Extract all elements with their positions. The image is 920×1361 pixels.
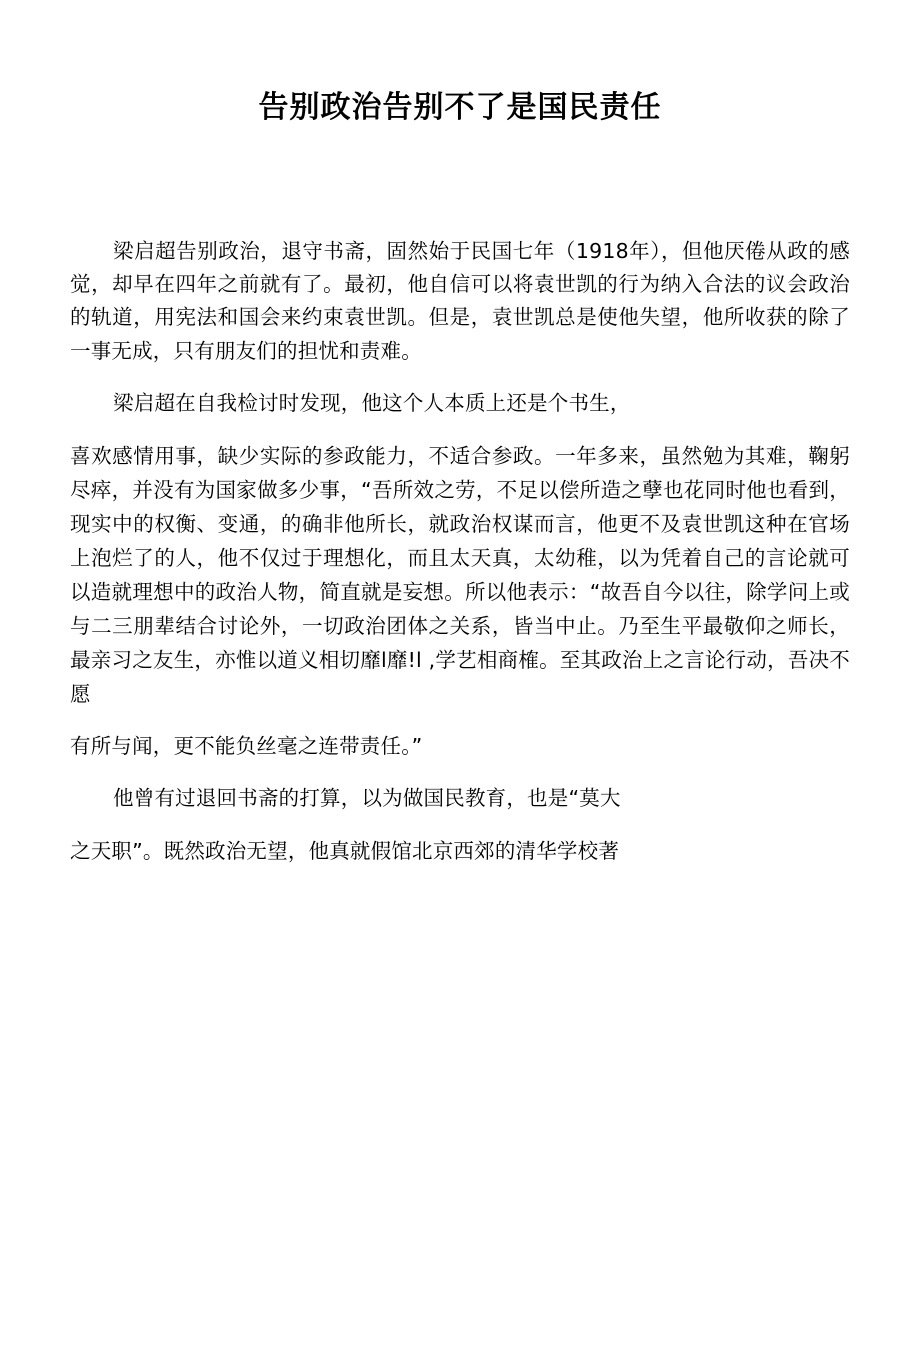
paragraph: 梁启超告别政治，退守书斋，固然始于民国七年（1918年），但他厌倦从政的感觉，却早在四年之前就有了。最初，他自信可以将袁世凯的行为纳入合法的议会政治的轨道，用宪法和国会来约束袁世凯。但是，袁世凯总是使他失望，他所收获的除了一事无成，只有朋友们的担忧和责难。 [70,239,850,363]
paragraph: 之天职”。既然政治无望，他真就假馆北京西郊的清华学校著 [70,839,620,864]
page-title: 告别政治告别不了是国民责任 [258,90,662,125]
paragraph: 有所与闻，更不能负丝毫之连带责任。” [70,734,423,759]
paragraph: 喜欢感情用事，缺少实际的参政能力，不适合参政。一年多来，虽然勉为其难，鞠躬尽瘁，并没有为国家做多少事，“吾所效之劳，不足以偿所造之孽也花同时他也看到，现实中的权衡、变通，的确非他所长，就政治权谋而言，他更不及袁世凯这种在官场上泡烂了的人，他不仅过于理想化，而且太天真，太幼稚，以为凭着自己的言论就可以造就理想中的政治人物，简直就是妄想。所以他表示：“故吾自今以往，除学问上或与二三朋辈结合讨论外，一切政治团体之关系，皆当中止。乃至生平最敬仰之师长，最亲习之友生，亦惟以道义相切靡l靡!l ,学艺相商榷。至其政治上之言论行动，吾决不愿 [70,444,850,707]
paragraph: 他曾有过退回书斋的打算，以为做国民教育，也是“莫大 [113,786,621,811]
document-body [70,235,850,869]
paragraph: 梁启超在自我检讨时发现，他这个人本质上还是个书生， [113,390,631,415]
